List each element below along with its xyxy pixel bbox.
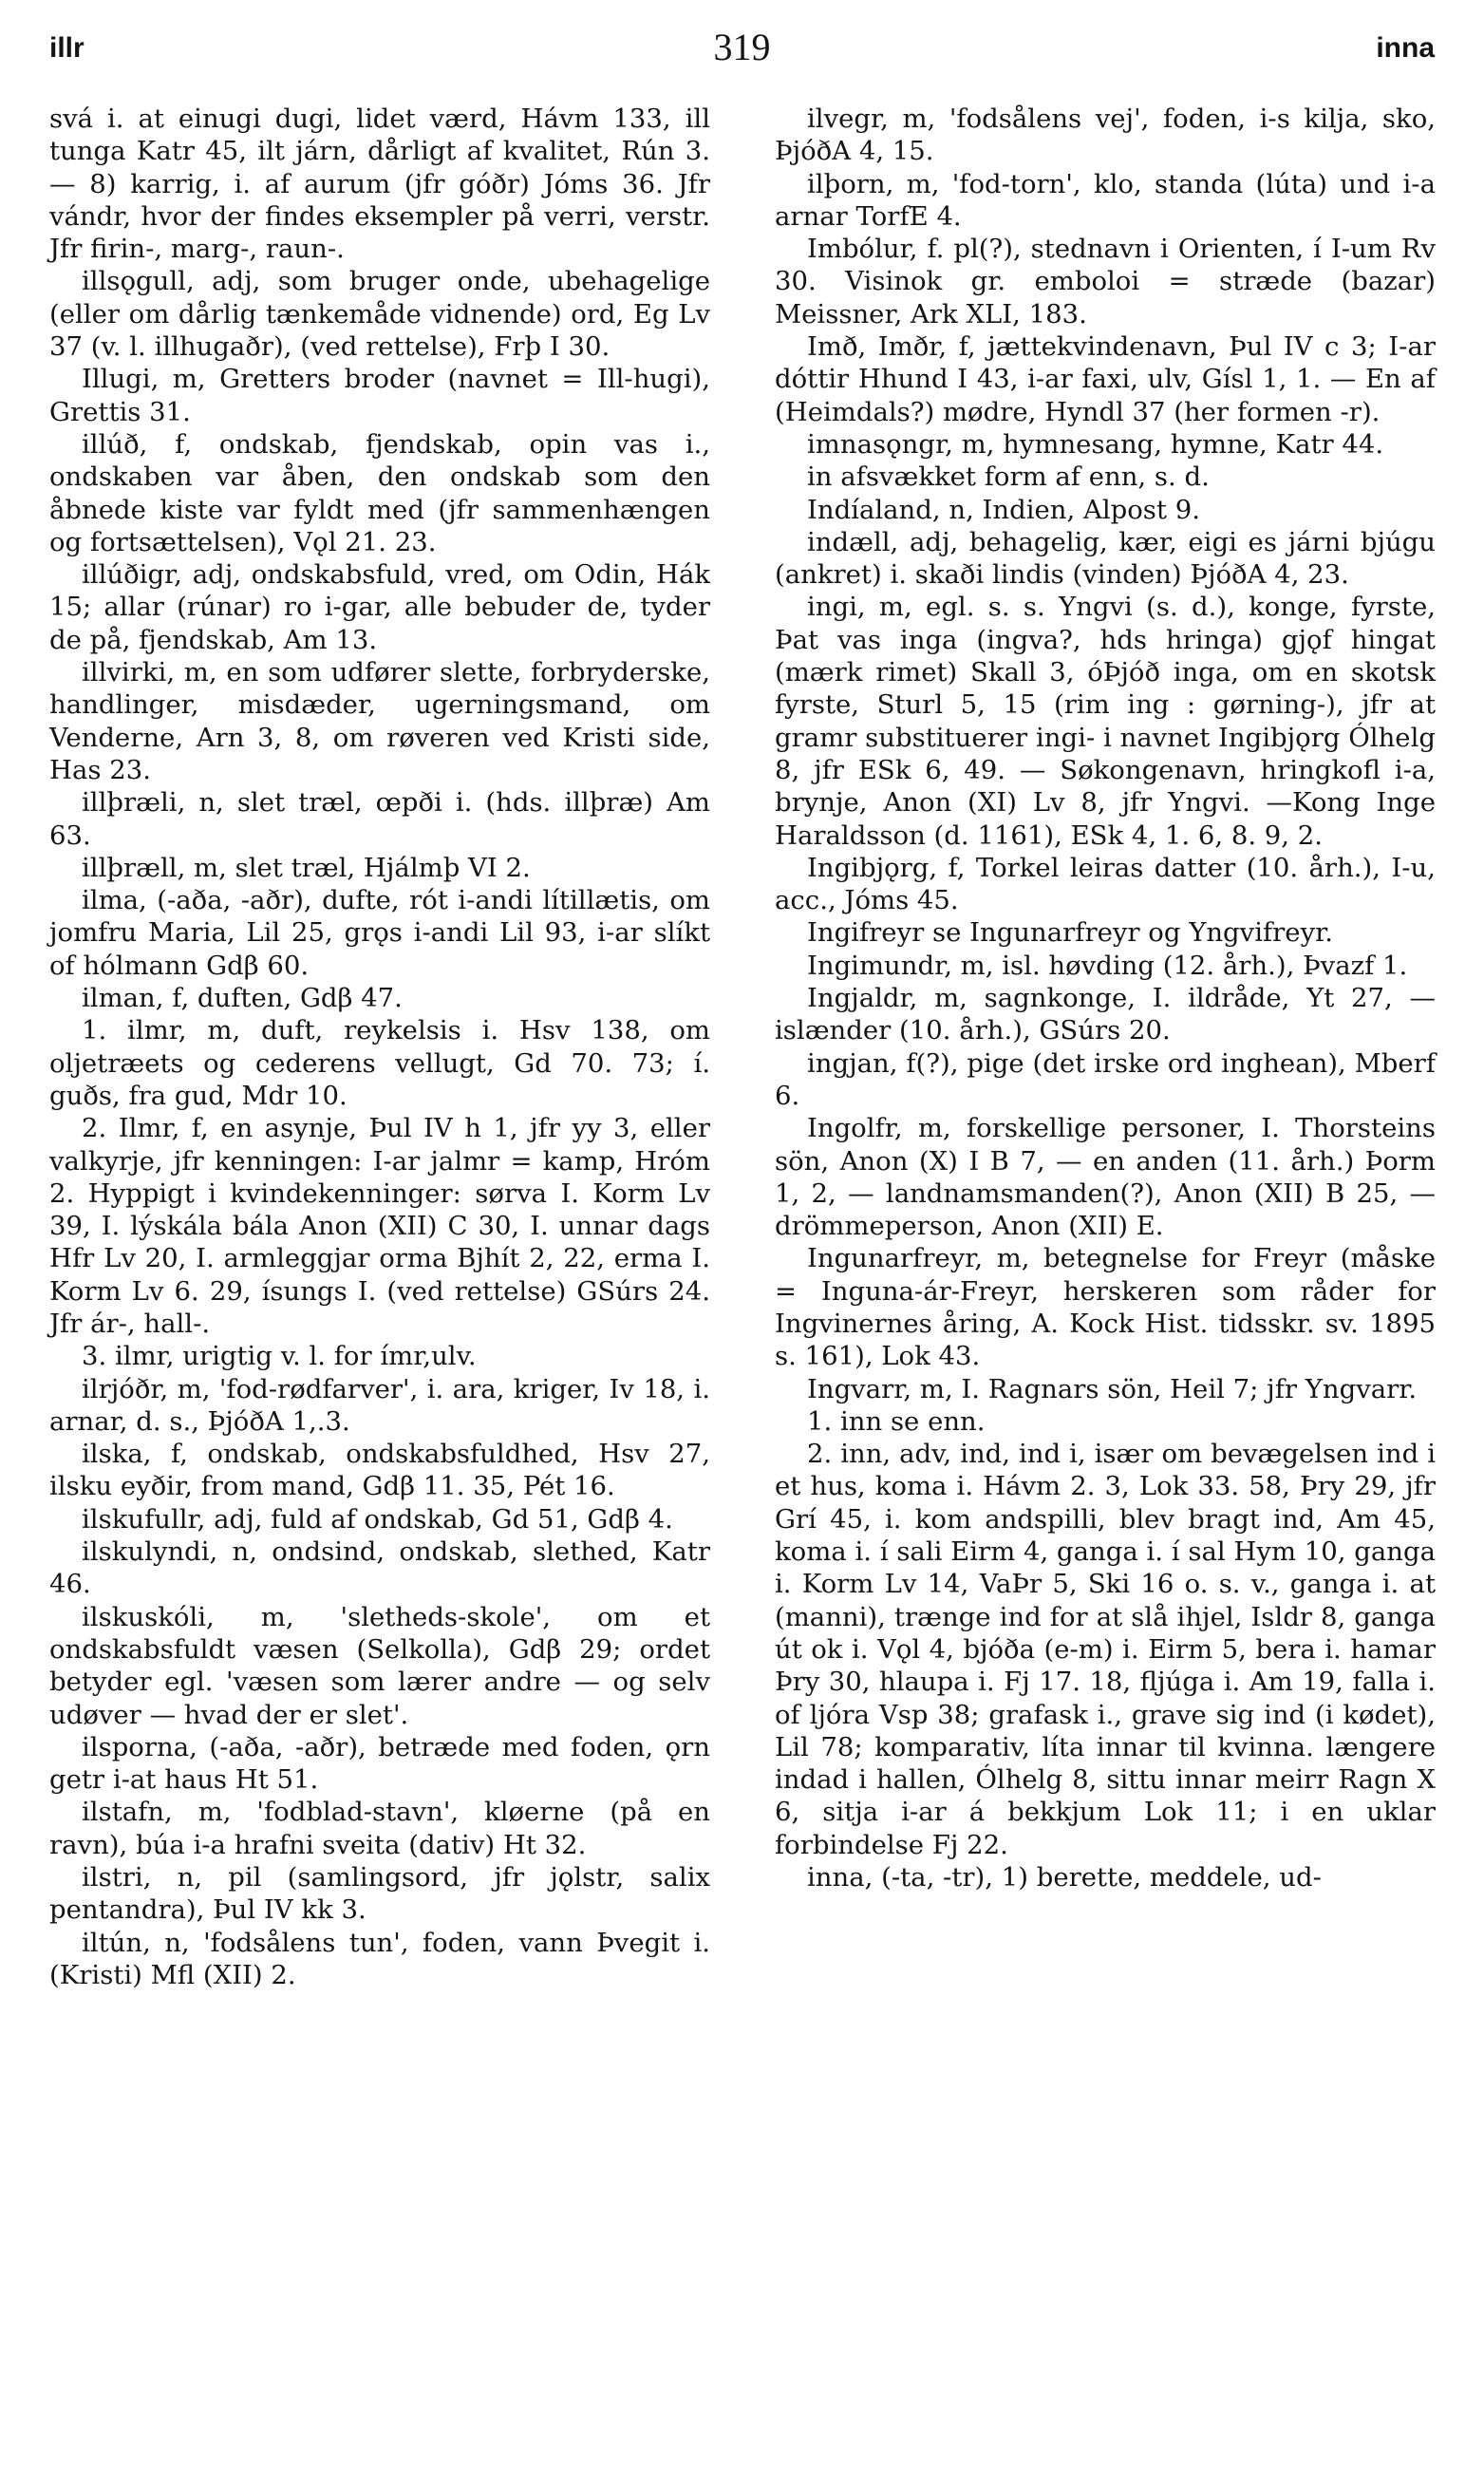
dictionary-entry: svá i. at einugi dugi, lidet værd, Hávm 133, ill tunga Katr 45, ilt járn, dårligt af kvalitet, Rún 3. — 8) karrig, i. af aurum (jfr góðr) Jóms 36. Jfr vándr, hvor der findes eksempler på verri, verstr. Jfr firin-, marg-, raun-. [49, 104, 710, 265]
dictionary-entry: ilma, (-aða, -aðr), dufte, rót i-andi lítillætis, om jomfru Maria, Lil 25, grǫs i-andi Lil 93, i-ar slíkt of hólmann Gdβ 60. [49, 885, 710, 981]
dictionary-entry: 1. ilmr, m, duft, reykelsis i. Hsv 138, om oljetræets og cederens vellugt, Gd 70. 73; í. guðs, fra gud, Mdr 10. [49, 1015, 710, 1111]
dictionary-entry: Ingifreyr se Ingunarfreyr og Yngvifreyr. [807, 917, 1333, 949]
dictionary-entry: imnasǫngr, m, hymnesang, hymne, Katr 44. [807, 428, 1384, 460]
dictionary-entry: Ingjaldr, m, sagnkonge, I. ildråde, Yt 27, — islænder (10. årh.), GSúrs 20. [775, 983, 1436, 1046]
dictionary-entry: ilstri, n, pil (samlingsord, jfr jǫlstr, salix pentandra), Þul IV kk 3. [49, 1862, 710, 1926]
dictionary-entry: ilska, f, ondskab, ondskabsfuldhed, Hsv 27, ilsku eyðir, from mand, Gdβ 11. 35, Pét 16. [49, 1439, 710, 1502]
dictionary-entry: Ingolfr, m, forskellige personer, I. Thorsteins sön, Anon (X) I B 7, — en anden (11. årh.) Þorm 1, 2, — landnamsmanden(?), Anon (XII) B 25, — drömmeperson, Anon (XII) E. [775, 1113, 1436, 1242]
dictionary-entry: Indíaland, n, Indien, Alpost 9. [807, 494, 1200, 525]
dictionary-entry: ilrjóðr, m, 'fod-rødfarver', i. ara, kriger, Iv 18, i. arnar, d. s., ÞjóðA 1,.3. [49, 1373, 710, 1437]
dictionary-entry: illvirki, m, en som udfører slette, forbryderske, handlinger, misdæder, ugerningsmand, om Venderne, Arn 3, 8, om røveren ved Kristi side, Has 23. [49, 657, 710, 785]
dictionary-entry: illúð, f, ondskab, fjendskab, opin vas i., ondskaben var åben, den ondskab som den åbnede kiste var fyldt med (jfr sammenhængen og fortsættelsen), Vǫl 21. 23. [49, 428, 710, 557]
dictionary-entry: Ingibjǫrg, f, Torkel leiras datter (10. årh.), I-u, acc., Jóms 45. [775, 852, 1436, 916]
dictionary-entry: 2. inn, adv, ind, ind i, især om bevægelsen ind i et hus, koma i. Hávm 2. 3, Lok 33. 58, Þry 29, jfr Grí 45, i. kom andspilli, blev bragt ind, Am 45, koma i. í sali Eirm 4, ganga i. í sal Hym 10, ganga i. Korm Lv 14, VaÞr 5, Ski 16 o. s. v., ganga i. at (manni), trænge ind for at slå ihjel, Isldr 8, ganga út ok i. Vǫl 4, bjóða (e-m) i. Eirm 5, bera i. hamar Þry 30, hlaupa i. Fj 17. 18, fljúga i. Am 19, falla i. of ljóra Vsp 38; grafask i., grave sig ind (i kødet), Lil 78; komparativ, líta innar til kvinna. længere indad i hallen, Ólhelg 8, sittu innar meirr Ragn X 6, sitja i-ar á bekkjum Lok 11; i en uklar forbindelse Fj 22. [775, 1439, 1436, 1860]
dictionary-entry: ilskufullr, adj, fuld af ondskab, Gd 51, Gdβ 4. [82, 1503, 673, 1535]
dictionary-entry: 3. ilmr, urigtig v. l. for ímr,ulv. [82, 1341, 477, 1372]
dictionary-entry: Imbólur, f. pl(?), stednavn i Orienten, í I-um Rv 30. Visinok gr. emboloi = stræde (bazar) Meissner, Ark XLI, 183. [775, 234, 1436, 330]
dictionary-entry: inna, (-ta, -tr), 1) berette, meddele, ud- [807, 1862, 1322, 1893]
dictionary-entry: ingjan, f(?), pige (det irske ord inghean), Mberf 6. [775, 1047, 1436, 1111]
dictionary-entry: in afsvækket form af enn, s. d. [807, 462, 1210, 493]
right-column [775, 103, 1436, 1893]
page-number: 319 [713, 26, 771, 68]
dictionary-entry: ingi, m, egl. s. s. Yngvi (s. d.), konge, fyrste, Þat vas inga (ingva?, hds hringa) gjǫf hingat (mærk rimet) Skall 3, óÞjóð inga, om en skotsk fyrste, Sturl 5, 15 (rim ing : gørning-), jfr at gramr substituerer ingi- i navnet Ingibjǫrg Ólhelg 8, jfr ESk 6, 49. — Søkongenavn, hringkofl i-a, brynje, Anon (XI) Lv 8, jfr Yngvi. —Kong Inge Haraldsson (d. 1161), ESk 4, 1. 6, 8. 9, 2. [775, 592, 1436, 851]
dictionary-entry: ilskulyndi, n, ondsind, ondskab, slethed, Katr 46. [49, 1536, 710, 1600]
dictionary-entry: iltún, n, 'fodsålens tun', foden, vann Þvegit i. (Kristi) Mfl (XII) 2. [49, 1927, 710, 1990]
dictionary-entry: illþræll, m, slet træl, Hjálmþ VI 2. [82, 852, 531, 883]
dictionary-entry: illúðigr, adj, ondskabsfuld, vred, om Odin, Hák 15; allar (rúnar) ro i-gar, alle bebuder de, tyder de på, fjendskab, Am 13. [49, 559, 710, 655]
dictionary-entry: ilskuskóli, m, 'sletheds-skole', om et ondskabsfuldt væsen (Selkolla), Gdβ 29; ordet betyder egl. 'væsen som lærer andre — og selv udøver — hvad der er slet'. [49, 1601, 710, 1730]
dictionary-entry: Imð, Imðr, f, jættekvindenavn, Þul IV c 3; I-ar dóttir Hhund I 43, i-ar faxi, ulv, Gísl 1, 1. — En af (Heimdals?) mødre, Hyndl 37 (her formen -r). [775, 331, 1436, 427]
dictionary-entry: ilþorn, m, 'fod-torn', klo, standa (lúta) und i-a arnar TorfE 4. [775, 168, 1436, 232]
dictionary-entry: Ingimundr, m, isl. høvding (12. årh.), Þvazf 1. [807, 950, 1408, 981]
dictionary-entry: 2. Ilmr, f, en asynje, Þul IV h 1, jfr yy 3, eller valkyrje, jfr kenningen: I-ar jalmr = kamp, Hróm 2. Hyppigt i kvindekenninger: sørva I. Korm Lv 39, I. lýskála bála Anon (XII) C 30, I. unnar dags Hfr Lv 20, I. armleggjar orma Bjhít 2, 22, erma I. Korm Lv 6. 29, ísungs I. (ved rettelse) GSúrs 24. Jfr ár-, hall-. [49, 1113, 710, 1339]
running-head-right: inna [1376, 32, 1435, 64]
dictionary-entry: ilman, f, duften, Gdβ 47. [82, 983, 403, 1014]
dictionary-entry: Ingunarfreyr, m, betegnelse for Freyr (måske = Inguna-ár-Freyr, herskeren som råder for Ingvinernes åring, A. Kock Hist. tidsskr. sv. 1895 s. 161), Lok 43. [775, 1243, 1436, 1372]
dictionary-entry: ilsporna, (-aða, -aðr), betræde med foden, ǫrn getr i-at haus Ht 51. [49, 1731, 710, 1796]
dictionary-entry: 1. inn se enn. [807, 1405, 986, 1437]
dictionary-entry: illþræli, n, slet træl, œpði i. (hds. illþræ) Am 63. [49, 787, 710, 851]
dictionary-entry: indæll, adj, behagelig, kær, eigi es járni bjúgu (ankret) i. skaði lindis (vinden) ÞjóðA 4, 23. [775, 526, 1436, 591]
dictionary-entry: Ingvarr, m, I. Ragnars sön, Heil 7; jfr Yngvarr. [807, 1373, 1418, 1404]
page-header [49, 25, 1435, 72]
dictionary-entry: ilstafn, m, 'fodblad-stavn', kløerne (på en ravn), búa i-a hrafni sveita (dativ) Ht 32. [49, 1797, 710, 1860]
dictionary-entry: illsǫgull, adj, som bruger onde, ubehagelige (eller om dårlig tænkemåde vidnende) ord, Eg Lv 37 (v. l. illhugaðr), (ved rettelse), Frþ I 30. [49, 266, 710, 363]
running-head-left: illr [49, 32, 85, 64]
dictionary-entry: Illugi, m, Gretters broder (navnet = Ill-hugi), Grettis 31. [49, 364, 710, 427]
dictionary-entry: ilvegr, m, 'fodsålens vej', foden, i-s kilja, sko, ÞjóðA 4, 15. [775, 104, 1436, 167]
left-column [49, 103, 710, 1991]
